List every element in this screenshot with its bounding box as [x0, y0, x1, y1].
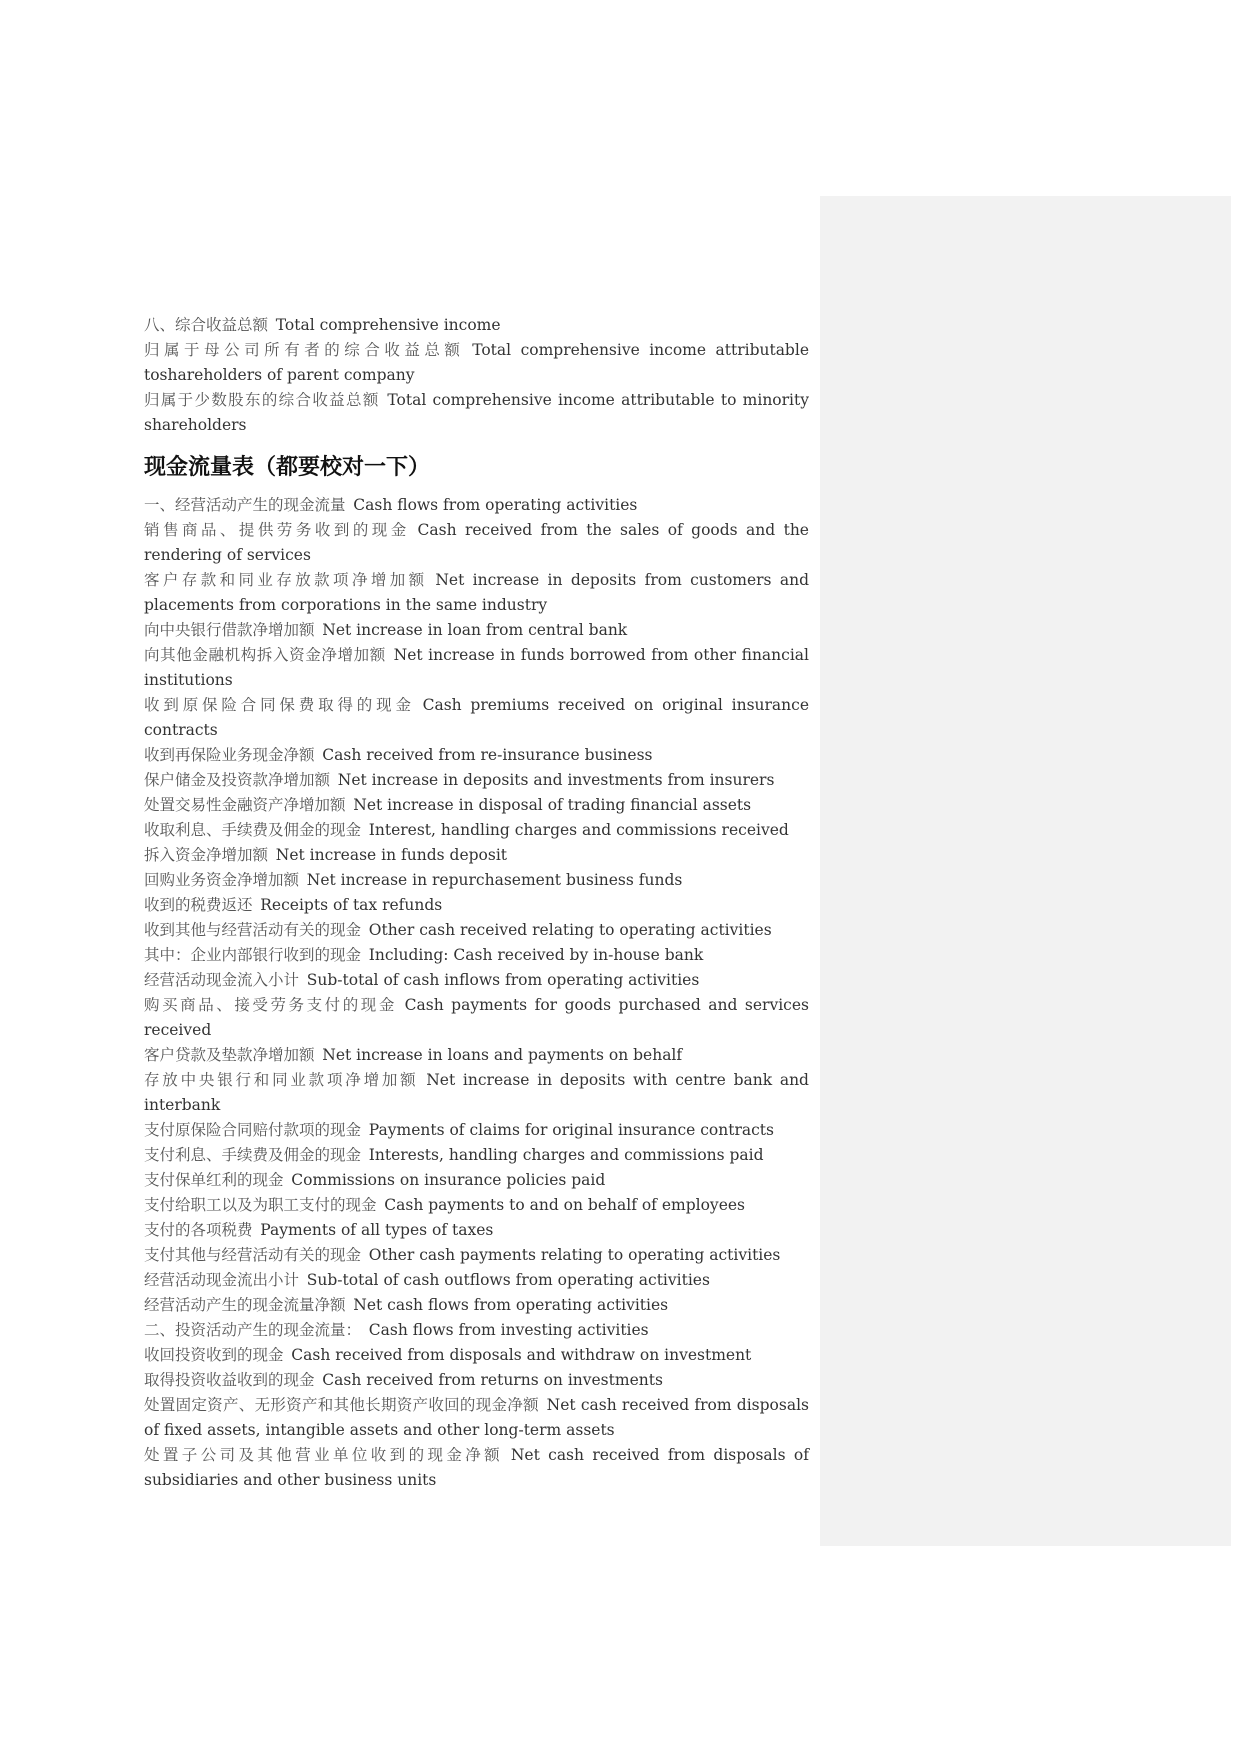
line-chinese: 收到的税费返还 [144, 896, 253, 914]
line-english: Net increase in deposits from customers and placements from corporations in the same industry [144, 571, 809, 614]
line-item [144, 1343, 809, 1368]
line-item [144, 493, 809, 518]
line-chinese: 经营活动现金流出小计 [144, 1271, 300, 1289]
line-chinese: 经营活动现金流入小计 [144, 971, 300, 989]
line-item [144, 868, 809, 893]
line-item [144, 313, 809, 338]
line-english: Cash received from re-insurance business [322, 746, 653, 764]
line-chinese: 回购业务资金净增加额 [144, 871, 300, 889]
document-body [144, 313, 809, 1493]
line-english: Cash payments for goods purchased and services received [144, 996, 809, 1039]
line-item [144, 693, 809, 743]
line-english: Other cash payments relating to operating activities [368, 1246, 781, 1264]
line-item [144, 1143, 809, 1168]
line-item [144, 818, 809, 843]
line-english: Other cash received relating to operating activities [368, 921, 772, 939]
line-item [144, 1068, 809, 1118]
line-english: Net increase in funds deposit [275, 846, 508, 864]
line-item [144, 1443, 809, 1493]
line-item [144, 1318, 809, 1343]
line-english: Net increase in disposal of trading financial assets [353, 796, 752, 814]
line-chinese: 收到原保险合同保费取得的现金 [144, 696, 415, 714]
line-chinese: 客户存款和同业存放款项净增加额 [144, 571, 428, 589]
line-item [144, 388, 809, 438]
line-item [144, 893, 809, 918]
line-chinese: 取得投资收益收到的现金 [144, 1371, 315, 1389]
line-chinese: 其中：企业内部银行收到的现金 [144, 946, 362, 964]
line-item [144, 793, 809, 818]
cash-flow-section [144, 493, 809, 1493]
line-chinese: 八、综合收益总额 [144, 316, 269, 334]
line-english: Net increase in loans and payments on behalf [322, 1046, 683, 1064]
line-chinese: 支付其他与经营活动有关的现金 [144, 1246, 362, 1264]
line-item [144, 993, 809, 1043]
line-chinese: 收取利息、手续费及佣金的现金 [144, 821, 362, 839]
comment-margin-pane [820, 196, 1231, 1546]
line-item [144, 518, 809, 568]
line-english: Net cash received from disposals of subsidiaries and other business units [144, 1446, 809, 1489]
line-english: Net increase in deposits and investments from insurers [337, 771, 775, 789]
line-item [144, 338, 809, 388]
line-english: Cash flows from operating activities [353, 496, 638, 514]
line-chinese: 支付原保险合同赔付款项的现金 [144, 1121, 362, 1139]
line-chinese: 支付给职工以及为职工支付的现金 [144, 1196, 377, 1214]
line-item [144, 1168, 809, 1193]
line-english: Total comprehensive income [275, 316, 501, 334]
line-item [144, 643, 809, 693]
line-item [144, 1293, 809, 1318]
line-english: Interests, handling charges and commissions paid [368, 1146, 764, 1164]
line-english: Payments of claims for original insurance contracts [368, 1121, 774, 1139]
line-chinese: 向其他金融机构拆入资金净增加额 [144, 646, 386, 664]
line-chinese: 支付利息、手续费及佣金的现金 [144, 1146, 362, 1164]
line-chinese: 保户储金及投资款净增加额 [144, 771, 331, 789]
line-english: Net cash received from disposals of fixed assets, intangible assets and other long-term assets [144, 1396, 809, 1439]
line-english: Cash received from returns on investments [322, 1371, 663, 1389]
line-chinese: 经营活动产生的现金流量净额 [144, 1296, 346, 1314]
line-chinese: 处置交易性金融资产净增加额 [144, 796, 346, 814]
line-item [144, 943, 809, 968]
line-english: Sub-total of cash inflows from operating activities [306, 971, 700, 989]
line-chinese: 收到再保险业务现金净额 [144, 746, 315, 764]
line-item [144, 843, 809, 868]
line-english: Total comprehensive income attributable to minority shareholders [144, 391, 809, 434]
line-chinese: 归属于母公司所有者的综合收益总额 [144, 341, 465, 359]
line-english: Net increase in deposits with centre bank and interbank [144, 1071, 809, 1114]
line-chinese: 收到其他与经营活动有关的现金 [144, 921, 362, 939]
line-chinese: 销售商品、提供劳务收到的现金 [144, 521, 410, 539]
line-item [144, 1368, 809, 1393]
line-english: Commissions on insurance policies paid [291, 1171, 606, 1189]
line-chinese: 二、投资活动产生的现金流量： [144, 1321, 362, 1339]
line-item [144, 1193, 809, 1218]
line-chinese: 支付保单红利的现金 [144, 1171, 284, 1189]
line-chinese: 处置子公司及其他营业单位收到的现金净额 [144, 1446, 504, 1464]
line-english: Cash premiums received on original insurance contracts [144, 696, 809, 739]
line-english: Including: Cash received by in-house bank [368, 946, 704, 964]
line-english: Sub-total of cash outflows from operating activities [306, 1271, 710, 1289]
line-english: Cash payments to and on behalf of employees [384, 1196, 745, 1214]
line-item [144, 1218, 809, 1243]
line-item [144, 743, 809, 768]
line-english: Net increase in loan from central bank [322, 621, 628, 639]
line-item [144, 968, 809, 993]
line-chinese: 一、经营活动产生的现金流量 [144, 496, 346, 514]
line-chinese: 支付的各项税费 [144, 1221, 253, 1239]
line-english: Payments of all types of taxes [260, 1221, 494, 1239]
line-chinese: 收回投资收到的现金 [144, 1346, 284, 1364]
line-english: Receipts of tax refunds [260, 896, 443, 914]
line-english: Net increase in funds borrowed from other financial institutions [144, 646, 809, 689]
line-chinese: 购买商品、接受劳务支付的现金 [144, 996, 397, 1014]
line-chinese: 向中央银行借款净增加额 [144, 621, 315, 639]
section-heading: 现金流量表（都要校对一下） [144, 455, 431, 480]
line-chinese: 处置固定资产、无形资产和其他长期资产收回的现金净额 [144, 1396, 539, 1414]
line-chinese: 客户贷款及垫款净增加额 [144, 1046, 315, 1064]
line-chinese: 存放中央银行和同业款项净增加额 [144, 1071, 419, 1089]
income-section [144, 313, 809, 438]
line-item [144, 1243, 809, 1268]
line-english: Cash received from disposals and withdraw on investment [291, 1346, 752, 1364]
line-item [144, 1118, 809, 1143]
line-english: Interest, handling charges and commissions received [368, 821, 789, 839]
line-english: Net increase in repurchasement business funds [306, 871, 683, 889]
line-english: Net cash flows from operating activities [353, 1296, 669, 1314]
line-item [144, 918, 809, 943]
line-chinese: 归属于少数股东的综合收益总额 [144, 391, 380, 409]
line-item [144, 568, 809, 618]
line-item [144, 618, 809, 643]
line-item [144, 1043, 809, 1068]
line-english: Cash received from the sales of goods and the rendering of services [144, 521, 809, 564]
line-chinese: 拆入资金净增加额 [144, 846, 269, 864]
line-item [144, 1268, 809, 1293]
line-item [144, 768, 809, 793]
line-english: Cash flows from investing activities [368, 1321, 649, 1339]
line-item [144, 1393, 809, 1443]
line-english: Total comprehensive income attributable toshareholders of parent company [144, 341, 809, 384]
